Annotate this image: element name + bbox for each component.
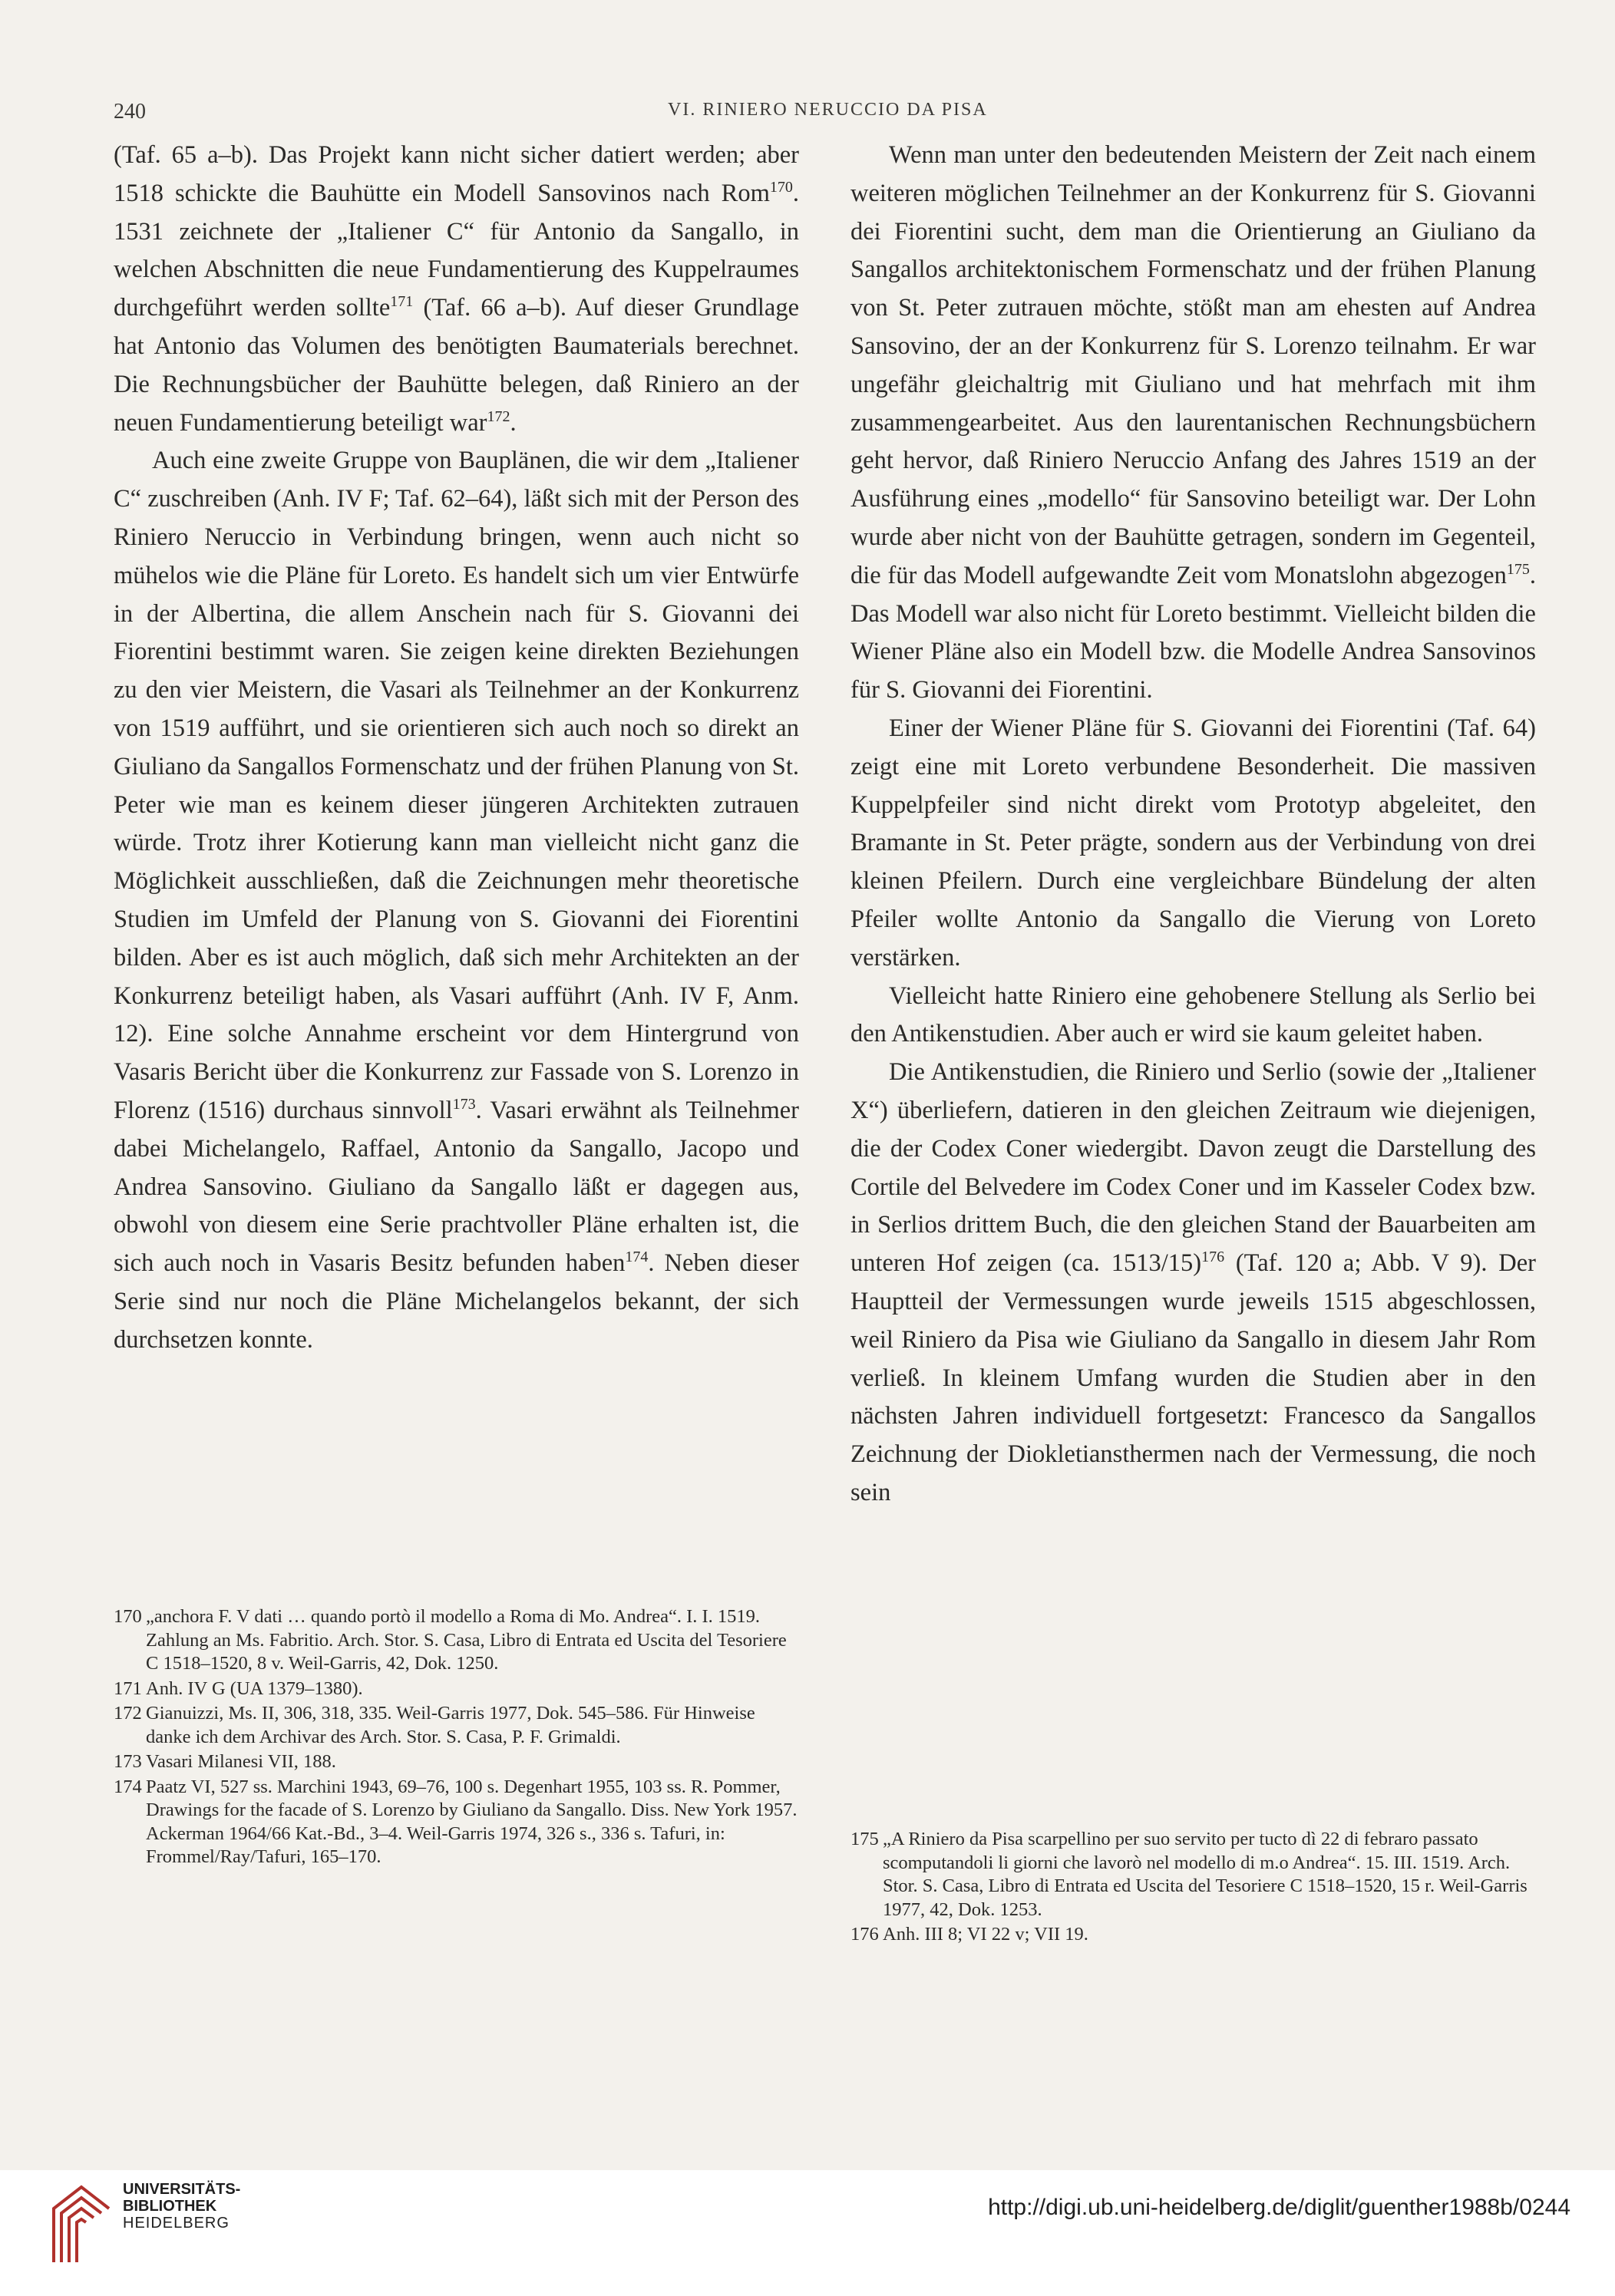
text-run: . [510, 408, 517, 437]
text-run: Die Antikenstudien, die Riniero und Serlio (sowie der „Italiener X“) überliefern, datieren in den gleichen Zeitraum wie diejenigen, die der Codex Coner wiedergibt. Davon zeugt die Darstellung des Cortile del Belvedere im Codex Coner und im Kasseler Codex bzw. in Serlios drittem Buch, die den gleichen Stand der Bauarbeiten am unteren Hof zeigen (ca. 1513/15) [850, 1058, 1536, 1278]
paragraph [850, 137, 1536, 710]
footnote-ref[interactable]: 171 [390, 293, 414, 311]
text-run: (Taf. 65 a–b). Das Projekt kann nicht sicher datiert werden; aber 1518 schickte die Bauhütte ein Modell Sansovinos nach Rom [114, 141, 799, 207]
paragraph: Vielleicht hatte Riniero eine gehobenere Stellung als Serlio bei den Antikenstudien. Aber auch er wird sie kaum geleitet haben. [850, 981, 1536, 1048]
footnote [114, 1677, 799, 1701]
library-logo-icon [46, 2178, 117, 2268]
footnote-text: Anh. III 8; VI 22 v; VII 19. [883, 1924, 1088, 1945]
running-head-title: VI. RINIERO NERUCCIO DA PISA [668, 100, 988, 120]
footnote [114, 1702, 799, 1749]
library-name-line: BIBLIOTHEK [123, 2198, 217, 2215]
footnote-text: „anchora F. V dati … quando portò il modello a Roma di Mo. Andrea“. I. I. 1519. Zahlung an Ms. Fabritio. Arch. Stor. S. Casa, Libro di Entrata ed Uscita del Tesoriere C 1518–1520, 8 v. Weil-Garris, 42, Dok. 1250. [146, 1606, 787, 1674]
footnote-number: 174 [114, 1776, 142, 1797]
footnote [850, 1923, 1536, 1947]
footnote-text: Paatz VI, 527 ss. Marchini 1943, 69–76, 100 s. Degenhart 1955, 103 ss. R. Pommer, Drawings for the facade of S. Lorenzo by Giuliano da Sangallo. Diss. New York 1957. Ackerman 1964/66 Kat.-Bd., 3–4. Weil-Garris 1974, 326 s., 336 s. Tafuri, in: Frommel/Ray/Tafuri, 165–170. [146, 1776, 798, 1867]
paragraph: Einer der Wiener Pläne für S. Giovanni dei Fiorentini (Taf. 64) zeigt eine mit Loreto verbundene Besonderheit. Die massiven Kuppelpfeiler sind nicht direkt vom Prototyp abgeleitet, den Bramante in St. Peter prägte, sondern aus der Verbindung von drei kleinen Pfeilern. Durch eine vergleichbare Bündelung der alten Pfeiler wollte Antonio da Sangallo die Vierung von Loreto verstärken. [850, 714, 1536, 972]
right-text-column [850, 137, 1536, 1513]
library-name-line: HEIDELBERG [123, 2215, 230, 2232]
footnote [850, 1828, 1536, 1922]
text-run: . Neben dieser Serie sind nur noch die Pläne Michelangelos bekannt, der sich durchsetzen konnte. [114, 1249, 799, 1354]
footnote-ref[interactable]: 176 [1201, 1249, 1225, 1266]
footnotes-left [114, 1605, 799, 1871]
footnote-number: 176 [850, 1924, 879, 1945]
text-run: (Taf. 66 a–b). Auf dieser Grundlage hat Antonio das Volumen des benötigten Baumaterials berechnet. Die Rechnungsbücher der Bauhütte belegen, daß Riniero an der neuen Fundamentierung beteiligt war [114, 294, 799, 437]
text-run: . Das Modell war also nicht für Loreto bestimmt. Vielleicht bilden die Wiener Pläne also ein Modell bzw. die Modelle Andrea Sansovinos für S. Giovanni dei Fiorentini. [850, 561, 1536, 704]
footnote-number: 172 [114, 1703, 142, 1724]
footnote-number: 171 [114, 1677, 142, 1699]
footnote-text: „A Riniero da Pisa scarpellino per suo servito per tucto dì 22 di febraro passato scomputandoli li giorni che lavorò nel modello di m.o Andrea“. 15. III. 1519. Arch. Stor. S. Casa, Libro di Entrata ed Uscita del Tesoriere C 1518–1520, 15 r. Weil-Garris 1977, 42, Dok. 1253. [883, 1829, 1527, 1920]
page-number: 240 [114, 100, 146, 124]
footnote-text: Gianuizzi, Ms. II, 306, 318, 335. Weil-Garris 1977, Dok. 545–586. Für Hinweise danke ich dem Archivar des Arch. Stor. S. Casa, P. F. Grimaldi. [146, 1703, 755, 1747]
text-run: (Taf. 120 a; Abb. V 9). Der Hauptteil der Vermessungen wurde jeweils 1515 abgeschlossen, weil Riniero da Pisa wie Giuliano da Sangallo in diesem Jahr Rom verließ. In kleinem Umfang wurden die Studien aber in den nächsten Jahren individuell fortgesetzt: Francesco da Sangallos Zeichnung der Diokletiansthermen nach der Vermessung, die noch sein [850, 1249, 1536, 1506]
text-run: Wenn man unter den bedeutenden Meistern der Zeit nach einem weiteren möglichen Teilnehmer an der Konkurrenz für S. Giovanni dei Fiorentini sucht, dem man die Orientierung an Giuliano da Sangallos architektonischem Formenschatz und der frühen Planung von St. Peter zutrauen möchte, stößt man am ehesten auf Andrea Sansovino, der an der Konkurrenz für S. Lorenzo teilnahm. Er war ungefähr gleichaltrig mit Giuliano und hat mehrfach mit ihm zusammengearbeitet. Aus den laurentanischen Rechnungsbüchern geht hervor, daß Riniero Neruccio Anfang des Jahres 1519 an der Ausführung eines „modello“ für Sansovino beteiligt war. Der Lohn wurde aber nicht von der Bauhütte getragen, sondern im Gegenteil, die für das Modell aufgewandte Zeit vom Monatslohn abgezogen [850, 141, 1536, 589]
footnote-number: 173 [114, 1751, 142, 1772]
footnote-ref[interactable]: 175 [1506, 560, 1530, 578]
source-url-link[interactable]: http://digi.ub.uni-heidelberg.de/diglit/guenther1988b/0244 [988, 2195, 1570, 2220]
footnote-ref[interactable]: 174 [625, 1249, 649, 1266]
footnote-ref[interactable]: 172 [487, 407, 510, 425]
footnote-text: Vasari Milanesi VII, 188. [146, 1751, 336, 1772]
paragraph [114, 137, 799, 442]
left-text-column [114, 137, 799, 1360]
footnote-number: 170 [114, 1606, 142, 1627]
text-run: . 1531 zeichnete der „Italiener C“ für Antonio da Sangallo, in welchen Abschnitten die neue Fundamentierung des Kuppelraumes durchgeführt werden sollte [114, 179, 799, 322]
footnote [114, 1750, 799, 1774]
footnotes-right [850, 1828, 1536, 1948]
footnote-text: Anh. IV G (UA 1379–1380). [146, 1677, 363, 1699]
footnote [114, 1776, 799, 1869]
footnote [114, 1605, 799, 1676]
footnote-ref[interactable]: 170 [769, 178, 793, 196]
text-run: . Vasari erwähnt als Teilnehmer dabei Michelangelo, Raffael, Antonio da Sangallo, Jacopo und Andrea Sansovino. Giuliano da Sangallo läßt er dagegen aus, obwohl von diesem eine Serie prachtvoller Pläne erhalten ist, die sich auch noch in Vasaris Besitz befunden haben [114, 1096, 800, 1278]
digitization-footer [0, 2170, 1615, 2296]
footnote-ref[interactable]: 173 [452, 1096, 476, 1113]
footnote-number: 175 [850, 1829, 879, 1849]
library-name-line: UNIVERSITÄTS- [123, 2181, 241, 2198]
paragraph [850, 1054, 1536, 1513]
paragraph [114, 442, 799, 1359]
text-run: Auch eine zweite Gruppe von Bauplänen, die wir dem „Italiener C“ zuschreiben (Anh. IV F; Taf. 62–64), läßt sich mit der Person des Riniero Neruccio in Verbindung bringen, wenn auch nicht so mühelos wie die Pläne für Loreto. Es handelt sich um vier Entwürfe in der Albertina, die allem Anschein nach für S. Giovanni dei Fiorentini bestimmt waren. Sie zeigen keine direkten Beziehungen zu den vier Meistern, die Vasari als Teilnehmer an der Konkurrenz von 1519 aufführt, und sie orientieren sich auch noch so direkt an Giuliano da Sangallos Formenschatz und der frühen Planung von St. Peter wie man es keinem dieser jüngeren Architekten zutrauen würde. Trotz ihrer Kotierung kann man vielleicht nicht ganz die Möglichkeit ausschließen, daß die Zeichnungen mehr theoretische Studien im Umfeld der Planung von S. Giovanni dei Fiorentini bilden. Aber es ist auch möglich, daß sich mehr Architekten an der Konkurrenz beteiligt haben, als Vasari aufführt (Anh. IV F, Anm. 12). Eine solche Annahme erscheint vor dem Hintergrund von Vasaris Bericht über die Konkurrenz zur Fassade von S. Lorenzo in Florenz (1516) durchaus sinnvoll [114, 447, 799, 1124]
library-name [123, 2181, 240, 2232]
